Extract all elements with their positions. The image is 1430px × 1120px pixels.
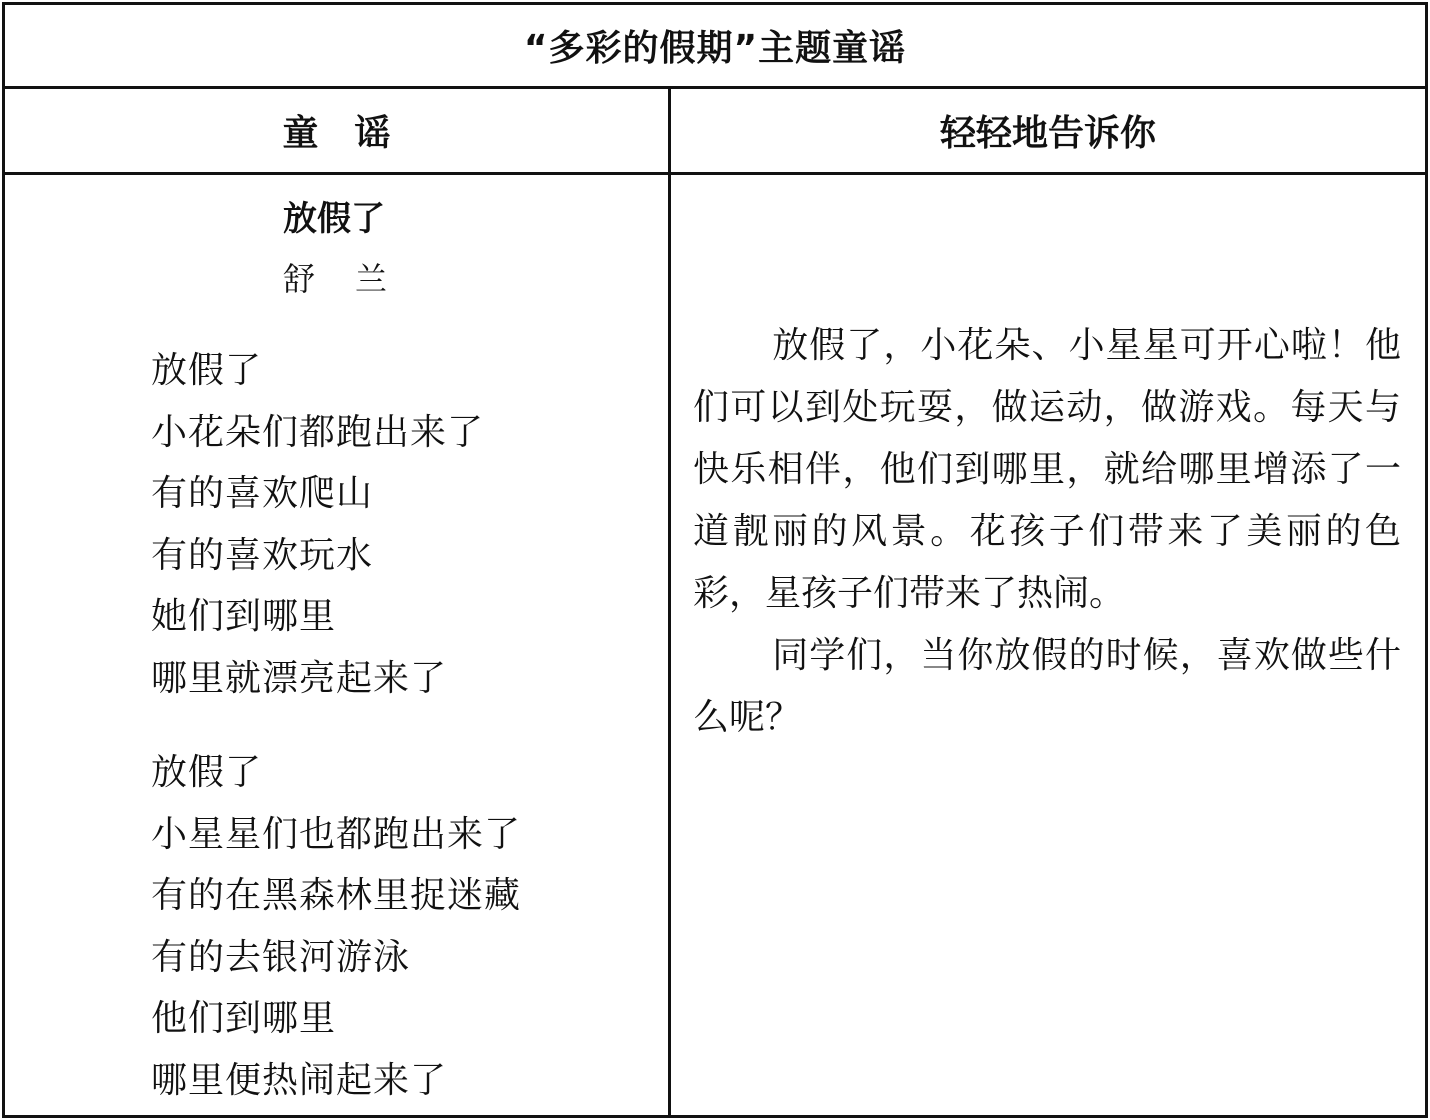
table-title: “多彩的假期”主题童谣 [5,5,1425,89]
poem-line: 放假了 [151,350,263,391]
poem-line: 哪里就漂亮起来了 [151,657,448,699]
note-paragraph: 同学们，当你放假的时候，喜欢做些什么呢？ [693,635,1401,738]
poem-author: 舒兰 [283,260,428,298]
poem-cell [5,175,671,1115]
poem-line: 小星星们也都跑出来了 [151,813,522,855]
poem-line: 她们到哪里 [151,596,337,638]
table-header-row [5,89,1425,175]
poem-line: 有的去银河游泳 [151,936,411,978]
poem-title: 放假了 [283,199,385,239]
poem-stanza-2 [151,742,521,1112]
poem-line: 他们到哪里 [151,998,337,1040]
poem-line: 有的喜欢爬山 [151,473,374,515]
poem-line: 放假了 [151,752,263,793]
poem-line: 有的喜欢玩水 [151,534,374,576]
note-text [693,315,1401,749]
theme-table [2,2,1428,1118]
poem-stanza-1 [151,340,484,710]
poem-line: 小花朵们都跑出来了 [151,411,485,453]
header-gently-tell-you: 轻轻地告诉你 [939,113,1156,154]
note-paragraph: 放假了，小花朵、小星星可开心啦！他们可以到处玩耍，做运动，做游戏。每天与快乐相伴，他们到哪里，就给哪里增添了一道靓丽的风景。花孩子们带来了美丽的色彩，星孩子们带来了热闹。 [693,325,1401,614]
poem-line: 有的在黑森林里捉迷藏 [151,875,522,917]
poem-line: 哪里便热闹起来了 [151,1059,448,1101]
note-cell [671,175,1425,1115]
table-body-row [5,175,1425,1115]
header-nursery-rhyme: 童谣 [5,89,671,172]
